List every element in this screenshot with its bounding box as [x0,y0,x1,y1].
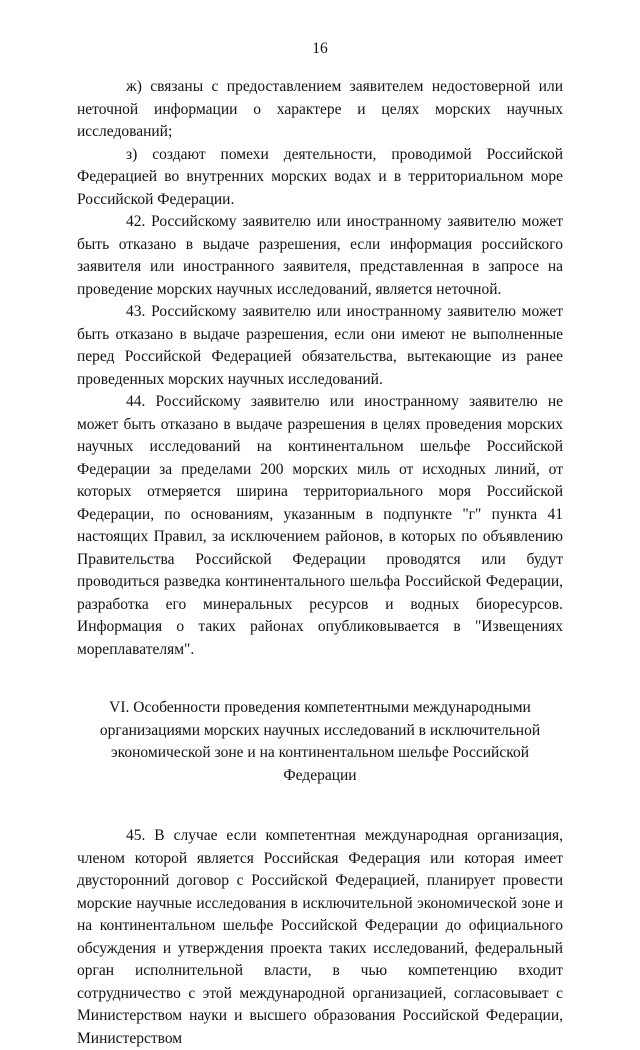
paragraph-45: 45. В случае если компетентная международная организация, членом которой является Российская Федерация или которая имеет двусторонний договор с Российской Федерацией, планирует провести морские научные исследования в исключительной экономической зоне и на континентальном шельфе Российской Федерации до официального обсуждения и утверждения проекта таких исследований, федеральный орган исполнительной власти, в чью компетенцию входит сотрудничество с этой международной организацией, согласовывает с Министерством науки и высшего образования Российской Федерации, Министерством [77,827,563,1047]
section-heading-line-3: экономической зоне и на континентальном шельфе Российской Федерации [110,744,529,784]
paragraph-44: 44. Российскому заявителю или иностранному заявителю не может быть отказано в выдаче разрешения в целях проведения морских научных исследований на континентальном шельфе Российской Федерации за пределами 200 морских миль от исходных линий, от которых отмеряется ширина территориального моря Российской Федерации, по основаниям, указанным в подпункте "г" пункта 41 настоящих Правил, за исключением районов, в которых по объявлению Правительства Российской Федерации проводятся или будут проводиться разведка континентального шельфа Российской Федерации, разработка его минеральных ресурсов и водных биоресурсов. Информация о таких районах опубликовывается в "Извещениях мореплавателям". [77,393,563,658]
paragraph-42: 42. Российскому заявителю или иностранному заявителю может быть отказано в выдаче разрешения, если информация российского заявителя или иностранного заявителя, представленная в запросе на проведение морских научных исследований, является неточной. [77,213,563,298]
paragraph-z: з) создают помехи деятельности, проводимой Российской Федерацией во внутренних морских водах и в территориальном море Российской Федерации. [77,145,563,208]
document-body [77,76,563,1050]
page-number: 16 [312,40,328,57]
section-heading-line-2: организациями морских научных исследований в исключительной [99,721,541,739]
paragraph-zh: ж) связаны с предоставлением заявителем недостоверной или неточной информации о характере и целях морских научных исследований; [77,78,563,140]
paragraph-43: 43. Российскому заявителю или иностранному заявителю может быть отказано в выдаче разрешения, если они имеют не выполненные перед Российской Федерацией обязательства, вытекающие из ранее проведенных морских научных исследований. [77,303,563,388]
section-heading-line-1: VI. Особенности проведения компетентными международными [109,699,531,716]
section-heading [77,697,563,787]
